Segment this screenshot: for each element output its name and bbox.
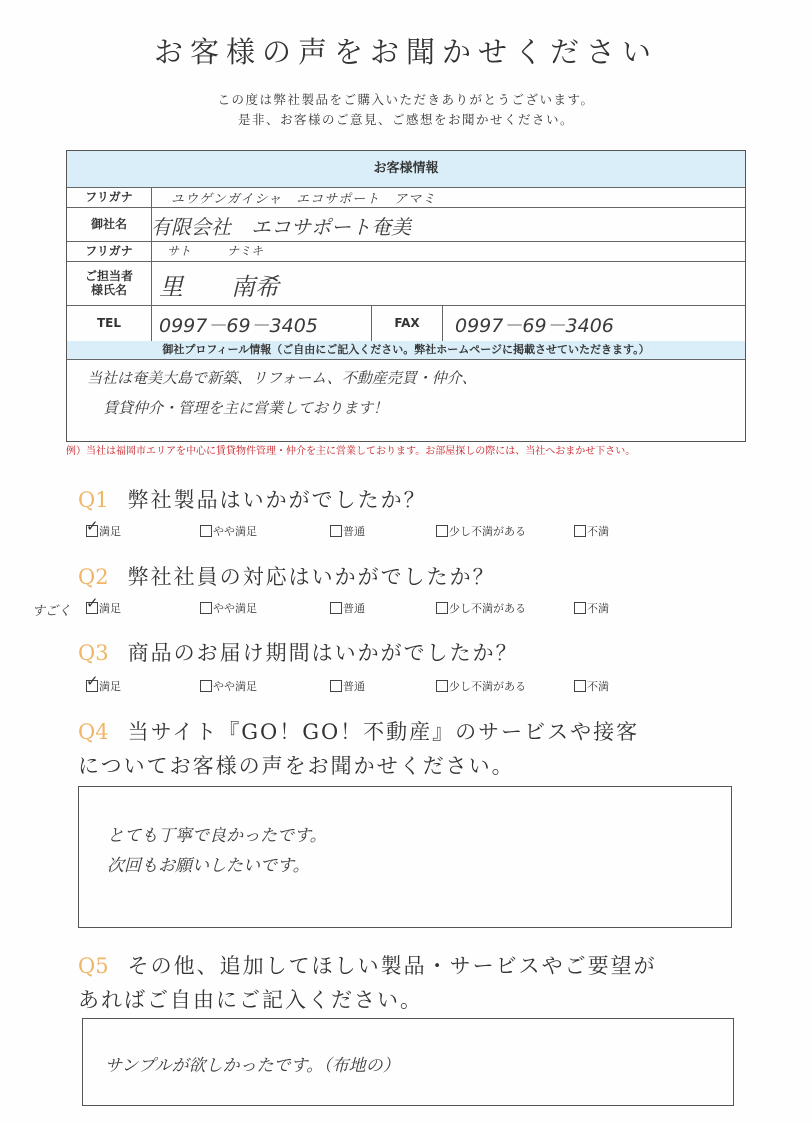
q1-option-label: 普通 (343, 525, 365, 538)
q2-option-label: 不満 (587, 602, 609, 615)
q1-option[interactable] (436, 523, 526, 539)
q3-option[interactable] (574, 678, 609, 694)
person-name-row (67, 261, 745, 306)
q3-option-label: 普通 (343, 680, 365, 693)
tel-label: TEL (67, 305, 152, 341)
person-name-value[interactable]: 里 南希 (159, 273, 279, 301)
q1-option-label: やや満足 (213, 525, 257, 538)
q3-option[interactable] (436, 678, 526, 694)
q1-option[interactable] (200, 523, 257, 539)
company-label: 御社名 (67, 207, 152, 241)
q3-checkbox[interactable] (330, 680, 342, 692)
q2-checkbox[interactable] (200, 602, 212, 614)
q3-checkbox[interactable] (574, 680, 586, 692)
q4-answer-line-2: 次回もお願いしたいです。 (107, 856, 310, 876)
q3-option[interactable] (330, 678, 365, 694)
person-label (67, 261, 152, 305)
q1-option-label: 不満 (587, 525, 609, 538)
check-mark-icon: ✓ (86, 517, 99, 535)
q3-heading (78, 637, 519, 667)
q1-heading (78, 484, 427, 514)
q1-checkbox[interactable] (574, 525, 586, 537)
company-name-row (67, 207, 745, 242)
furigana-label: フリガナ (67, 187, 152, 207)
q3-option[interactable] (200, 678, 257, 694)
q1-checkbox[interactable] (330, 525, 342, 537)
q3-option[interactable] (86, 672, 121, 694)
profile-example: 例）当社は福岡市エリアを中心に賃貸物件管理・仲介を主に営業しております。お部屋探しの際には、当社へおまかせ下さい。 (66, 446, 636, 457)
person-label-line-2: 様氏名 (90, 283, 127, 297)
page-title: お客様の声をお聞かせください (153, 35, 658, 69)
q1-checkbox[interactable] (200, 525, 212, 537)
q3-option-label: 満足 (99, 680, 121, 693)
tel-fax-row (67, 305, 745, 342)
q2-checkbox[interactable] (330, 602, 342, 614)
q2-checkbox[interactable] (86, 594, 99, 614)
q1-text: 弊社製品はいかがでしたか？ (127, 488, 427, 512)
q1-option-label: 満足 (99, 525, 121, 538)
q5-text-line-1: その他、追加してほしい製品・サービスやご要望が (127, 954, 657, 978)
q4-answer-line-1: とても丁寧で良かったです。 (107, 826, 327, 846)
customer-info-table (66, 150, 746, 442)
person-furigana-row (67, 241, 745, 262)
q3-option-label: 少し不満がある (449, 680, 526, 693)
q2-checkbox[interactable] (574, 602, 586, 614)
q1-option[interactable] (574, 523, 609, 539)
q1-checkbox[interactable] (86, 517, 99, 537)
q4-number: Q4 (78, 720, 109, 744)
q5-answer: サンプルが欲しかったです。（布地の） (105, 1056, 400, 1076)
q2-note: すごく (32, 604, 72, 619)
person-furigana-label: フリガナ (67, 241, 152, 261)
q2-checkbox[interactable] (436, 602, 448, 614)
q3-text: 商品のお届け期間はいかがでしたか？ (127, 641, 519, 665)
q5-number: Q5 (78, 954, 109, 978)
q5-answer-box[interactable] (82, 1018, 734, 1106)
q3-option-label: やや満足 (213, 680, 257, 693)
fax-value[interactable]: 0997－69－3406 (455, 315, 614, 337)
q2-number: Q2 (78, 565, 109, 589)
q1-option-label: 少し不満がある (449, 525, 526, 538)
q3-checkbox[interactable] (436, 680, 448, 692)
q2-option[interactable] (574, 600, 609, 616)
person-label-line-1: ご担当者 (84, 269, 133, 283)
q2-option-label: やや満足 (213, 602, 257, 615)
q2-option[interactable] (86, 594, 121, 616)
company-furigana-value[interactable]: ユウゲンガイシャ エコサポート アマミ (171, 192, 437, 207)
company-name-value[interactable]: 有限会社 エコサポート奄美 (151, 215, 411, 239)
intro-line-1: この度は弊社製品をご購入いただきありがとうございます。 (217, 92, 595, 107)
q3-number: Q3 (78, 641, 109, 665)
q4-text-line-1: 当サイト『GO！GO！不動産』のサービスや接客 (127, 720, 640, 744)
q1-checkbox[interactable] (436, 525, 448, 537)
q4-text-line-2: についてお客様の声をお聞かせください。 (78, 754, 515, 778)
q2-option[interactable] (200, 600, 257, 616)
q5-heading (78, 950, 657, 980)
q1-number: Q1 (78, 488, 109, 512)
check-mark-icon: ✓ (86, 594, 99, 612)
q4-heading (78, 716, 639, 746)
company-furigana-row (67, 187, 745, 208)
intro-line-2: 是非、お客様のご意見、ご感想をお聞かせください。 (237, 112, 574, 127)
q2-option[interactable] (330, 600, 365, 616)
q2-option-label: 普通 (343, 602, 365, 615)
q2-option[interactable] (436, 600, 526, 616)
q4-answer-box[interactable] (78, 786, 732, 928)
q2-option-label: 満足 (99, 602, 121, 615)
check-mark-icon: ✓ (86, 672, 99, 690)
q2-option-label: 少し不満がある (449, 602, 526, 615)
profile-header: 御社プロフィール情報（ご自由にご記入ください。弊社ホームページに掲載させていただきます。） (67, 341, 745, 360)
q3-checkbox[interactable] (86, 672, 99, 692)
customer-info-header: お客様情報 (67, 151, 745, 188)
q3-checkbox[interactable] (200, 680, 212, 692)
q2-heading (78, 561, 496, 591)
profile-line-1[interactable]: 当社は奄美大島で新築、リフォーム、不動産売買・仲介、 (87, 369, 477, 387)
q1-option[interactable] (86, 517, 121, 539)
tel-value[interactable]: 0997－69－3405 (159, 315, 318, 337)
profile-line-2[interactable]: 賃貸仲介・管理を主に営業しております！ (103, 399, 389, 417)
q3-option-label: 不満 (587, 680, 609, 693)
q5-text-line-2: あればご自由にご記入ください。 (78, 988, 423, 1012)
q1-option[interactable] (330, 523, 365, 539)
fax-label: FAX (371, 305, 443, 341)
person-furigana-value[interactable]: サト ナミキ (167, 244, 264, 258)
q2-text: 弊社社員の対応はいかがでしたか？ (127, 565, 496, 589)
